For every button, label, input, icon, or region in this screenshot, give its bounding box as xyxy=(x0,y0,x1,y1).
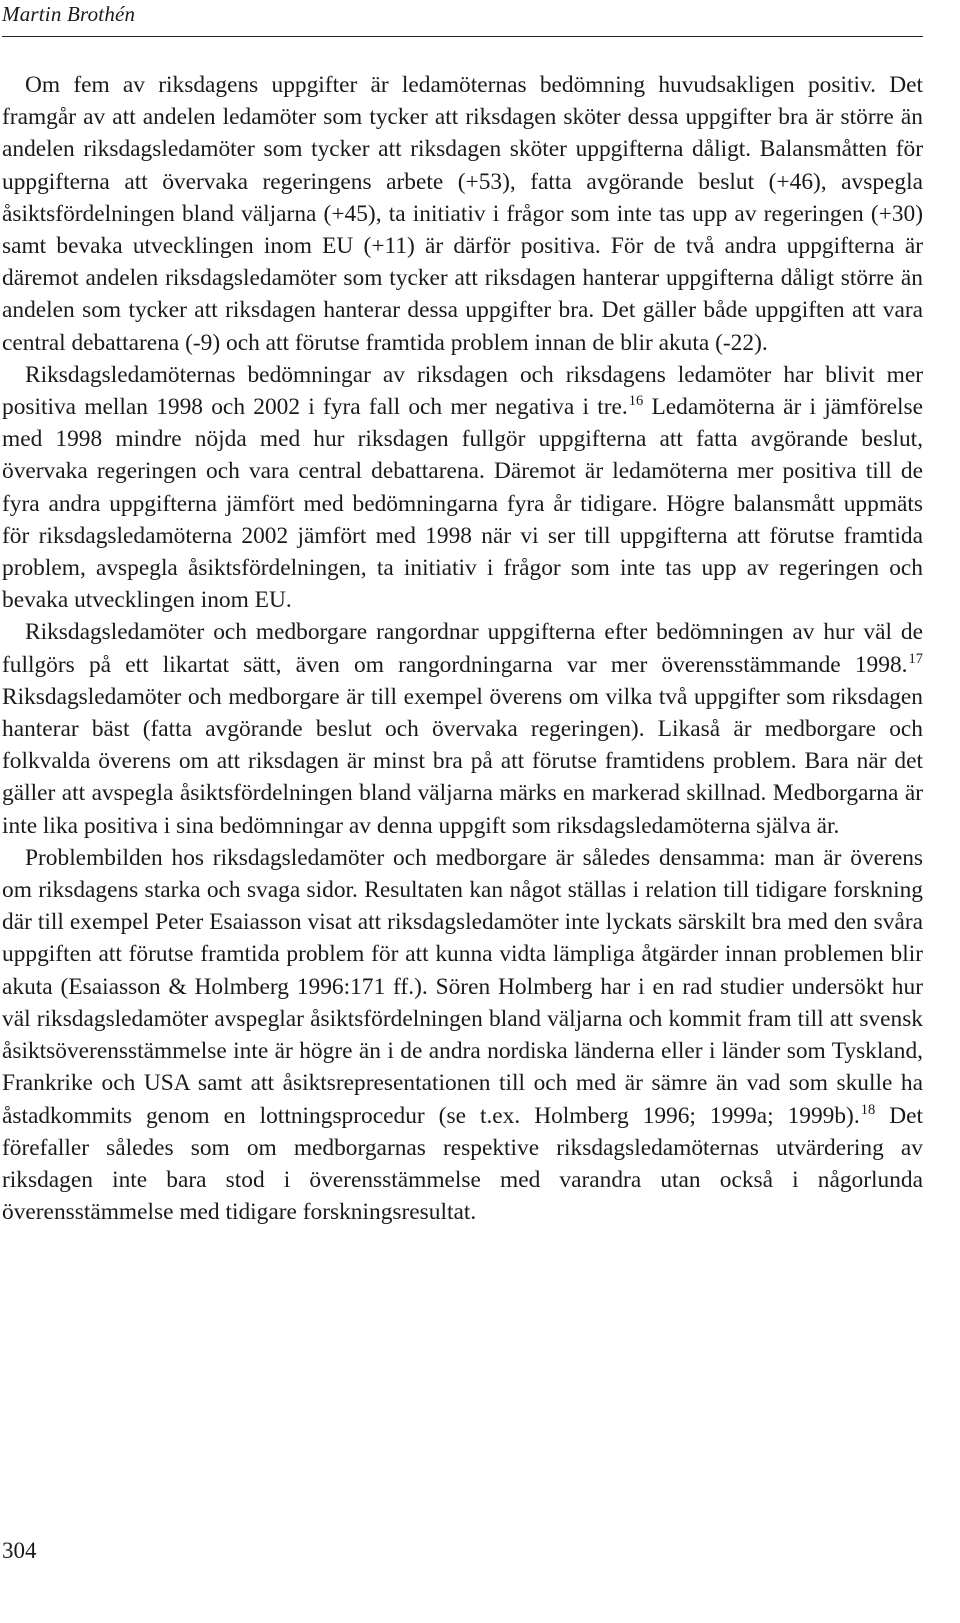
paragraph-text: Riksdagsledamöter och medborgare är till exempel överens om vilka två uppgifter som riksdagen hanterar bäst (fatta avgörande beslut och övervaka regeringen). Likaså är medborgare och folkvalda överens om att riksdagen är minst bra på att förutse framtidens problem. Bara när det gäller att avspegla åsiktsfördelningen bland väljarna märks en markerad skillnad. Medborgarna är inte lika positiva i sina bedömningar av denna uppgift som riksdagsledamöterna själva är. xyxy=(2,683,923,839)
running-header xyxy=(2,0,923,37)
paragraph xyxy=(2,69,923,359)
running-header-author: Martin Brothén xyxy=(2,2,136,26)
page-number: 304 xyxy=(2,1538,37,1563)
body-text xyxy=(2,69,923,1228)
paragraph-text: Om fem av riksdagens uppgifter är ledamöternas bedömning huvudsakligen positiv. Det framgår av att andelen ledamöter som tycker att riksdagen sköter dessa uppgifter bra är större än andelen riksdagsledamöter som tycker att riksdagen sköter uppgifterna dåligt. Balansmåtten för uppgifterna att övervaka regeringens arbete (+53), fatta avgörande beslut (+46), avspegla åsiktsfördelningen bland väljarna (+45), ta initiativ i frågor som inte tas upp av regeringen (+30) samt bevaka utvecklingen inom EU (+11) är därför positiva. För de två andra uppgifterna är däremot andelen riksdagsledamöter som tycker att riksdagen hanterar uppgifterna dåligt större än andelen som tycker att riksdagen hanterar dessa uppgifter bra. Det gäller både uppgiften att vara central debattarena (-9) och att förutse framtida problem innan de blir akuta (-22). xyxy=(2,72,923,356)
paragraph xyxy=(2,616,923,841)
footnote-reference: 16 xyxy=(628,393,644,410)
paragraph-text: Problembilden hos riksdagsledamöter och medborgare är således densamma: man är överens om riksdagens starka och svaga sidor. Resultaten kan något ställas i relation till tidigare forskning där till exempel Peter Esaiasson visat att riksdagsledamöter inte lyckats särskilt bra med den svåra uppgiften att förutse framtida problem för att kunna vidta lämpliga åtgärder innan problemen blir akuta (Esaiasson & Holmberg 1996:171 ff.). Sören Holmberg har i en rad studier undersökt hur väl riksdagsledamöter avspeglar åsiktsfördelningen bland väljarna och kommit fram till att svensk åsiktsöverensstämmelse inte är högre än i de andra nordiska länderna eller i länder som Tyskland, Frankrike och USA samt att åsiktsrepresentationen till och med är sämre än vad som skulle ha åstadkommits genom en lottningsprocedur (se t.ex. Holmberg 1996; 1999a; 1999b). xyxy=(2,844,923,1129)
paragraph-text: Riksdagsledamöternas bedömningar av riksdagen och riksdagens ledamöter har blivit mer positiva mellan 1998 och 2002 i fyra fall och mer negativa i tre. xyxy=(2,361,923,421)
footnote-reference: 18 xyxy=(860,1101,876,1118)
paragraph-text: Riksdagsledamöter och medborgare rangordnar uppgifterna efter bedömningen av hur väl de fullgörs på ett likartat sätt, även om rangordningarna var mer överensstämmande 1998. xyxy=(2,619,923,678)
paragraph-text: Ledamöterna är i jämförelse med 1998 mindre nöjda med hur riksdagen fullgör uppgifterna att fatta avgörande beslut, övervaka regeringen och vara central debattarena. Däremot är ledamöterna mer positiva till de fyra andra uppgifterna jämfört med bedömningarna fyra år tidigare. Högre balansmått uppmäts för riksdagsledamöterna 2002 jämfört med 1998 när vi ser till uppgifterna att förutse framtida problem, avspegla åsiktsfördelningen, ta initiativ i frågor som inte tas upp av regeringen och bevaka utvecklingen inom EU. xyxy=(2,394,923,614)
paragraph xyxy=(2,359,923,617)
paragraph-text: Det förefaller således som om medborgarnas respektive riksdagsledamöternas utvärdering av riksdagen inte bara stod i överensstämmelse med varandra utan också i någorlunda överensstämmelse med tidigare forskningsresultat. xyxy=(2,1102,923,1226)
footnote-reference: 17 xyxy=(908,650,923,667)
paragraph xyxy=(2,842,923,1228)
